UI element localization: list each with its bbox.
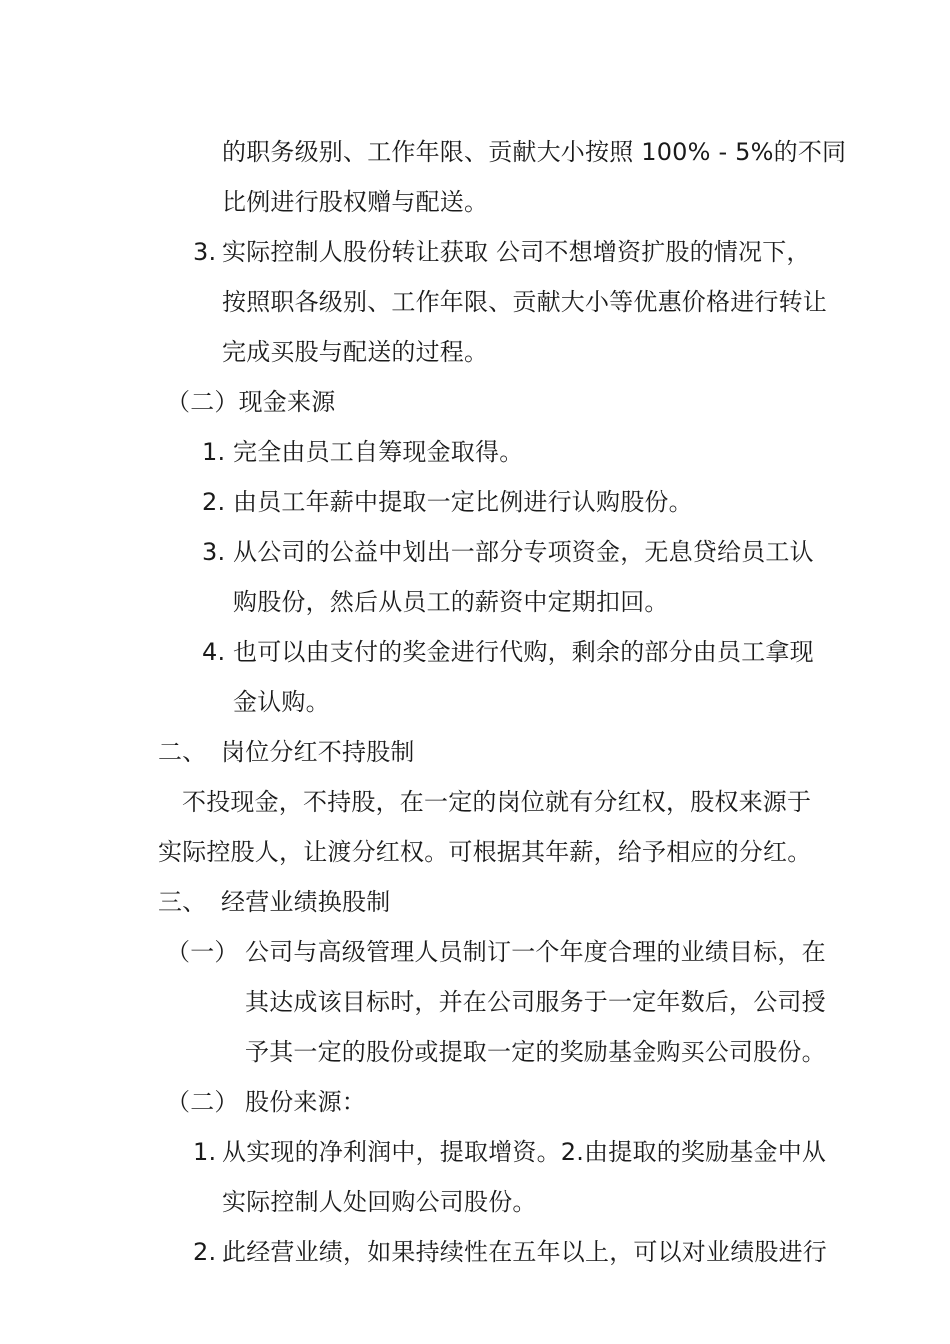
text-line: 购股份，然后从员工的薪资中定期扣回。 (233, 588, 669, 616)
subsection-title: 股份来源： (245, 1088, 366, 1116)
list-number: 4. (202, 638, 226, 666)
subsection-number: （一） (166, 938, 239, 966)
section-number: 三、 (158, 888, 207, 916)
text-line: 按照职各级别、工作年限、贡献大小等优惠价格进行转让 (222, 288, 827, 316)
section-title: 经营业绩换股制 (221, 888, 391, 916)
text-line: 也可以由支付的奖金进行代购，剩余的部分由员工拿现 (233, 638, 814, 666)
section-title: 岗位分红不持股制 (221, 738, 415, 766)
list-number: 1. (202, 438, 226, 466)
list-number: 3. (202, 538, 226, 566)
subsection-number: （二） (166, 1088, 239, 1116)
section-heading: （二）现金来源 (166, 388, 336, 416)
text-line: 金认购。 (233, 688, 330, 716)
section-number: 二、 (158, 738, 207, 766)
text-line: 不投现金，不持股，在一定的岗位就有分红权，股权来源于 (182, 788, 812, 816)
text-line: 实际控制人处回购公司股份。 (222, 1188, 537, 1216)
text-line: 实际控制人股份转让获取 公司不想增资扩股的情况下， (222, 238, 811, 266)
text-line: 完全由员工自筹现金取得。 (233, 438, 524, 466)
text-line: 公司与高级管理人员制订一个年度合理的业绩目标，在 (245, 938, 826, 966)
text-line: 比例进行股权赠与配送。 (222, 188, 489, 216)
list-number: 3. (193, 238, 217, 266)
text-line: 完成买股与配送的过程。 (222, 338, 489, 366)
text-line: 由员工年薪中提取一定比例进行认购股份。 (233, 488, 693, 516)
list-number: 1. (193, 1138, 217, 1166)
list-number: 2. (193, 1238, 217, 1266)
text-line: 予其一定的股份或提取一定的奖励基金购买公司股份。 (245, 1038, 826, 1066)
text-line: 从公司的公益中划出一部分专项资金，无息贷给员工认 (233, 538, 814, 566)
text-line: 实际控股人，让渡分红权。可根据其年薪，给予相应的分红。 (158, 838, 812, 866)
list-number: 2. (202, 488, 226, 516)
text-line: 其达成该目标时，并在公司服务于一定年数后，公司授 (245, 988, 826, 1016)
text-line: 的职务级别、工作年限、贡献大小按照 100% - 5%的不同 (222, 138, 847, 166)
text-line: 此经营业绩，如果持续性在五年以上，可以对业绩股进行 (222, 1238, 827, 1266)
text-line: 从实现的净利润中，提取增资。2.由提取的奖励基金中从 (222, 1138, 827, 1166)
